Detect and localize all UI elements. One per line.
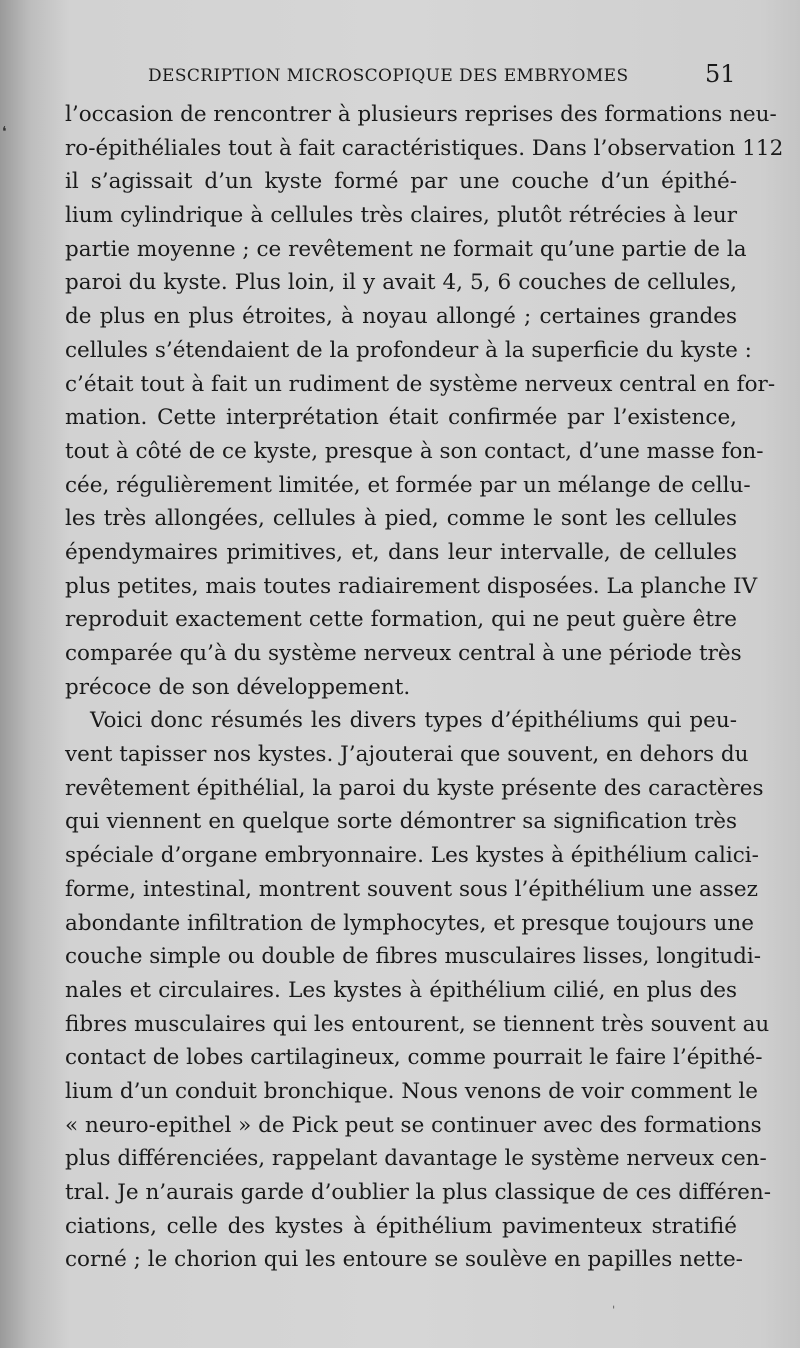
text-line: il s’agissait d’un kyste formé par une couche d’un épithé- — [65, 169, 737, 195]
body-text — [65, 98, 784, 1277]
text-line: couche simple ou double de fibres musculaires lisses, longitudi- — [65, 944, 761, 970]
text-line: plus différenciées, rappelant davantage le système nerveux cen- — [65, 1146, 767, 1172]
text-line: abondante infiltration de lymphocytes, et presque toujours une — [65, 910, 754, 936]
running-title: DESCRIPTION MICROSCOPIQUE DES EMBRYOMES — [148, 66, 629, 86]
text-line: spéciale d’organe embryonnaire. Les kystes à épithélium calici- — [65, 843, 759, 869]
text-line: cée, régulièrement limitée, et formée par un mélange de cellu- — [65, 472, 751, 498]
page-number: 51 — [705, 60, 736, 88]
text-line: épendymaires primitives, et, dans leur intervalle, de cellules — [65, 539, 737, 565]
margin-mark: ❛ — [2, 124, 7, 140]
text-line: corné ; le chorion qui les entoure se soulève en papilles nette- — [65, 1247, 743, 1273]
text-line: mation. Cette interprétation était confirmée par l’existence, — [65, 405, 737, 431]
text-line: les très allongées, cellules à pied, comme le sont les cellules — [65, 506, 737, 532]
text-line: ciations, celle des kystes à épithélium pavimenteux stratifié — [65, 1213, 737, 1239]
bottom-mark: ˈ — [612, 1304, 616, 1318]
text-line: lium d’un conduit bronchique. Nous venons de voir comment le — [65, 1078, 758, 1104]
text-line: fibres musculaires qui les entourent, se tiennent très souvent au — [65, 1011, 770, 1037]
text-line: l’occasion de rencontrer à plusieurs reprises des formations neu- — [65, 102, 777, 127]
text-line: c’était tout à fait un rudiment de système nerveux central en for- — [65, 371, 776, 397]
text-line: paroi du kyste. Plus loin, il y avait 4, 5, 6 couches de cellules, — [65, 270, 737, 296]
text-line: tout à côté de ce kyste, presque à son contact, d’une masse fon- — [65, 438, 764, 464]
text-line: nales et circulaires. Les kystes à épithélium cilié, en plus des — [65, 977, 737, 1003]
text-line: contact de lobes cartilagineux, comme pourrait le faire l’épithé- — [65, 1045, 763, 1071]
text-line: cellules s’étendaient de la profondeur à la superficie du kyste : — [65, 337, 752, 363]
text-line: de plus en plus étroites, à noyau allongé ; certaines grandes — [65, 304, 737, 330]
text-line: qui viennent en quelque sorte démontrer sa signification très — [65, 809, 737, 835]
text-line: revêtement épithélial, la paroi du kyste présente des caractères — [65, 775, 764, 801]
text-line: vent tapisser nos kystes. J’ajouterai que souvent, en dehors du — [65, 742, 749, 768]
text-line-paragraph-end: précoce de son développement. — [65, 674, 411, 700]
text-line: tral. Je n’aurais garde d’oublier la plus classique de ces différen- — [65, 1180, 771, 1205]
text-line: « neuro-epithel » de Pick peut se continuer avec des formations — [65, 1112, 762, 1138]
text-line: ro-épithéliales tout à fait caractéristiques. Dans l’observation 112 — [65, 135, 784, 161]
text-line: comparée qu’à du système nerveux central à une période très — [65, 641, 742, 666]
text-line: forme, intestinal, montrent souvent sous l’épithélium une assez — [65, 876, 758, 902]
text-line: reproduit exactement cette formation, qui ne peut guère être — [65, 607, 737, 633]
text-line: lium cylindrique à cellules très claires, plutôt rétrécies à leur — [65, 203, 737, 229]
text-line: partie moyenne ; ce revêtement ne formait qu’une partie de la — [65, 236, 747, 262]
text-line-paragraph-start: Voici donc résumés les divers types d’épithéliums qui peu- — [90, 708, 737, 734]
text-line: plus petites, mais toutes radiairement disposées. La planche IV — [65, 573, 758, 599]
